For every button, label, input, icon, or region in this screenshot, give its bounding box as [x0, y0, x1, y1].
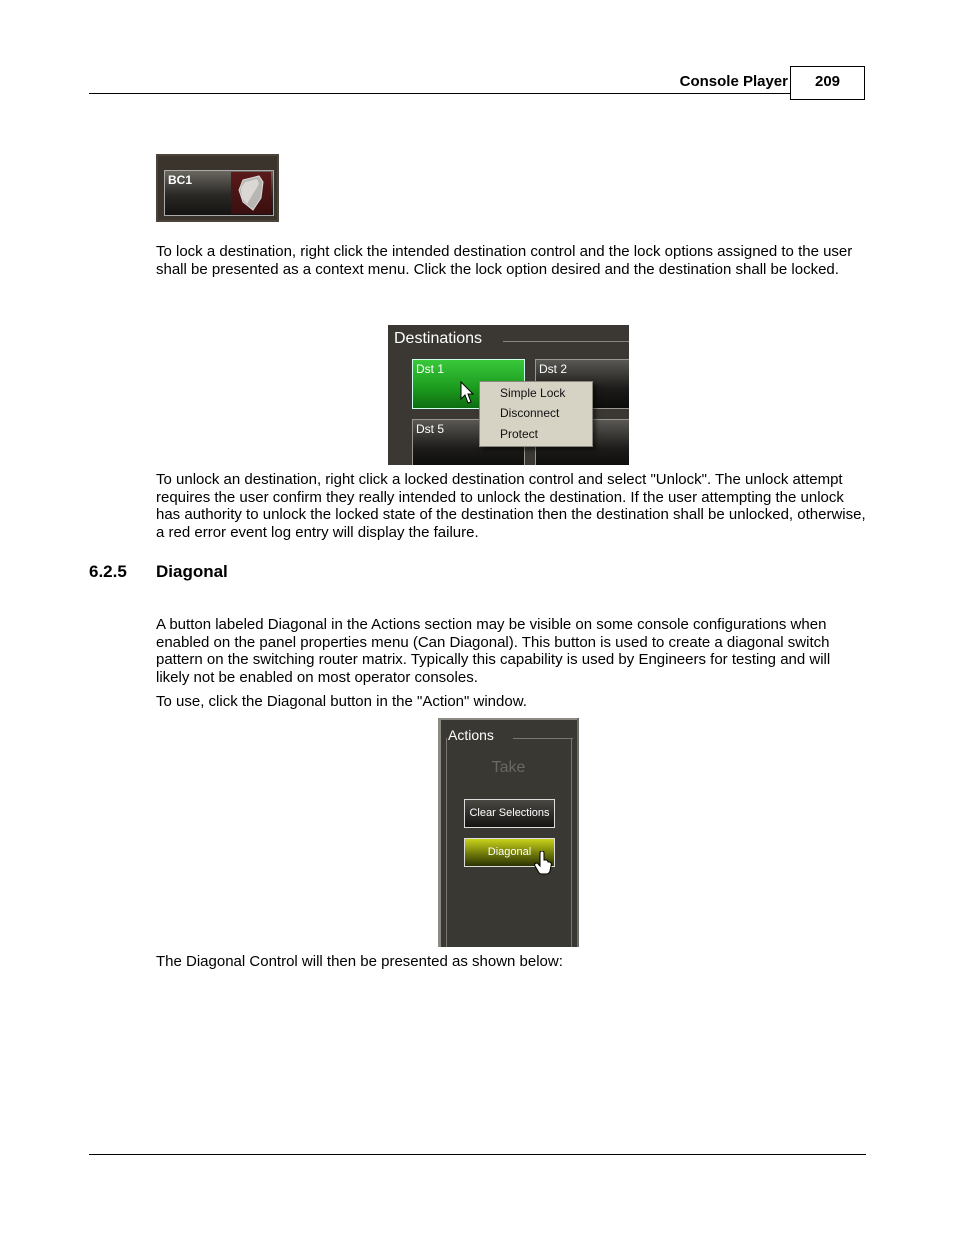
- paragraph-diagonal: A button labeled Diagonal in the Actions section may be visible on some console configurations when enabled on the panel properties menu (Can Diagonal). This button is used to create a diagonal switch pattern on the switching router matrix. Typically this capability is used by Engineers for testing and will likely not be enabled on most operator consoles.: [156, 616, 831, 686]
- menu-item-disconnect[interactable]: Disconnect: [500, 406, 560, 420]
- destinations-title: Destinations: [394, 330, 483, 347]
- bc1-label: BC1: [168, 173, 193, 187]
- page-number: 209: [790, 66, 865, 100]
- group-frame-line: [503, 341, 629, 342]
- bc1-figure: [156, 154, 279, 222]
- dst-2-label: Dst 2: [539, 362, 568, 376]
- actions-group-frame-top: [513, 738, 573, 739]
- take-button[interactable]: Take: [491, 759, 526, 776]
- diagonal-button[interactable]: Diagonal: [464, 838, 555, 867]
- footer-rule: [89, 1154, 866, 1155]
- menu-item-protect[interactable]: Protect: [500, 427, 539, 441]
- context-menu: [479, 381, 593, 447]
- actions-figure: [438, 718, 579, 947]
- paragraph-use: To use, click the Diagonal button in the "Action" window.: [156, 693, 527, 710]
- menu-item-simple-lock[interactable]: Simple Lock: [500, 386, 566, 400]
- mouse-pointer-icon: [460, 381, 476, 405]
- header-rule: [89, 93, 791, 94]
- section-title: Diagonal: [156, 562, 228, 581]
- window-top-edge: [441, 718, 579, 720]
- actions-title: Actions: [448, 727, 494, 743]
- hand-pointer-icon: [534, 851, 552, 875]
- paragraph-then: The Diagonal Control will then be presented as shown below:: [156, 953, 563, 970]
- shield-icon: [231, 172, 271, 214]
- paragraph-unlock: To unlock an destination, right click a locked destination control and select "Unlock". The unlock attempt requires the user confirm they really intended to unlock the destination. If the user attempting the unlock has authority to unlock the locked state of the destination then the destination shall be unlocked, otherwise, a red error event log entry will display the failure.: [156, 471, 866, 541]
- window-right-edge: [577, 718, 579, 947]
- lock-indicator: [231, 172, 271, 214]
- clear-selections-button[interactable]: Clear Selections: [464, 799, 555, 828]
- bc1-destination-button[interactable]: [164, 170, 274, 216]
- section-number: 6.2.5: [89, 562, 127, 581]
- header-title: Console Player: [679, 73, 788, 90]
- window-edge: [438, 718, 441, 947]
- destinations-figure: [388, 325, 629, 465]
- dst-5-label: Dst 5: [416, 422, 445, 436]
- paragraph-lock: To lock a destination, right click the intended destination control and the lock options assigned to the user shall be presented as a context menu. Click the lock option desired and the destination shall be locked.: [156, 243, 853, 278]
- dst-1-label: Dst 1: [416, 362, 445, 376]
